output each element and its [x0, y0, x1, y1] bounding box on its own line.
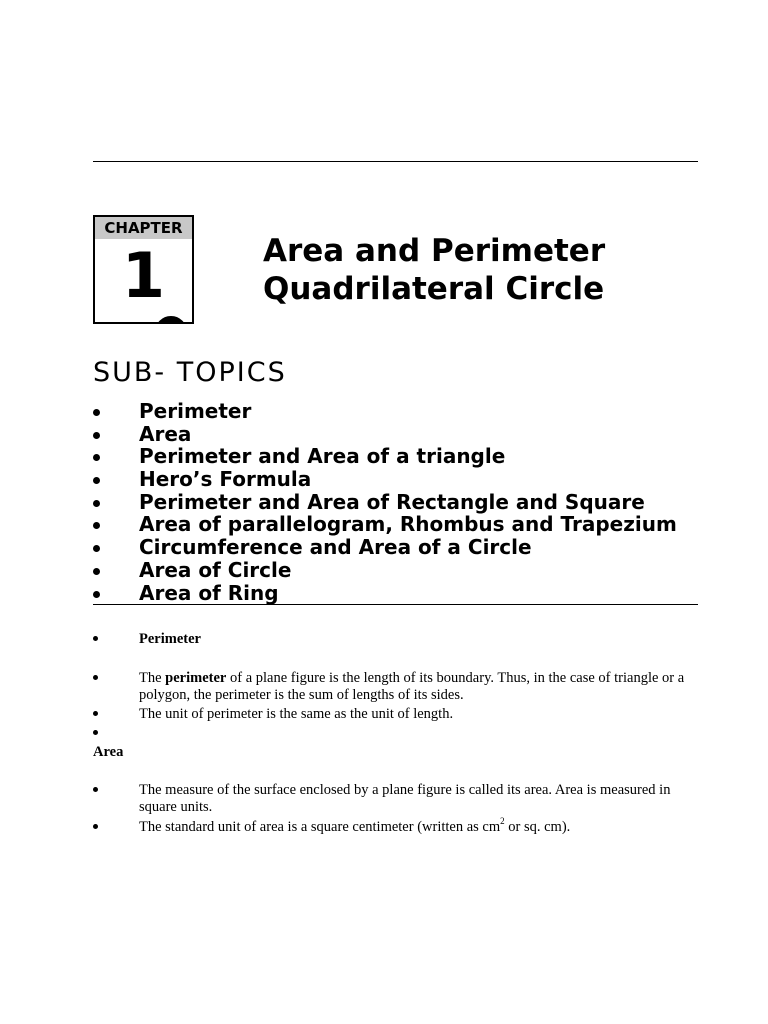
subtopic-item: Area of Circle [93, 559, 698, 582]
area-definition-text: The measure of the surface enclosed by a plane figure is called its area. Area is measured in square units. [139, 782, 671, 815]
empty-bullet [93, 725, 698, 741]
subtopics-list [93, 400, 698, 604]
subtopic-item: Area of Ring [93, 582, 698, 605]
subtopic-item: Area of parallelogram, Rhombus and Trapezium [93, 513, 698, 536]
subtopic-item: Perimeter and Area of a triangle [93, 445, 698, 468]
chapter-title [263, 232, 743, 308]
chapter-title-line-1: Area and Perimeter [263, 233, 606, 269]
subtopic-item: Perimeter [93, 400, 698, 423]
area-heading: Area [93, 744, 124, 760]
top-horizontal-rule [93, 161, 698, 162]
chapter-badge [93, 215, 194, 324]
perimeter-heading [93, 631, 698, 648]
subtopic-item: Perimeter and Area of Rectangle and Square [93, 491, 698, 514]
perimeter-unit-note [93, 706, 698, 723]
subtopic-item: Hero’s Formula [93, 468, 698, 491]
area-unit-superscript: 2 [500, 816, 505, 827]
chapter-number: 1 [121, 239, 166, 312]
chapter-number-overflow-glyph [155, 316, 187, 324]
perimeter-definition-start: The [139, 670, 166, 686]
perimeter-unit-text: The unit of perimeter is the same as the unit of length. [139, 706, 454, 722]
perimeter-definition [93, 670, 698, 703]
perimeter-heading-text: Perimeter [139, 631, 201, 647]
area-definition [93, 782, 698, 815]
subtopic-item: Circumference and Area of a Circle [93, 536, 698, 559]
subtopic-item: Area [93, 423, 698, 446]
perimeter-term: perimeter [165, 670, 227, 686]
chapter-label: CHAPTER [95, 217, 192, 239]
area-unit-note [93, 816, 698, 836]
subtopics-heading: SUB- TOPICS [93, 357, 287, 388]
chapter-title-line-2: Quadrilateral Circle [263, 271, 605, 307]
area-unit-text-end: or sq. cm). [504, 819, 571, 835]
perimeter-definition-rest: of a plane figure is the length of its boundary. Thus, in the case of triangle or a polygon, the perimeter is the sum of lengths of its sides. [139, 670, 685, 703]
area-unit-text-start: The standard unit of area is a square centimeter (written as cm [139, 819, 501, 835]
section-divider [93, 604, 698, 605]
